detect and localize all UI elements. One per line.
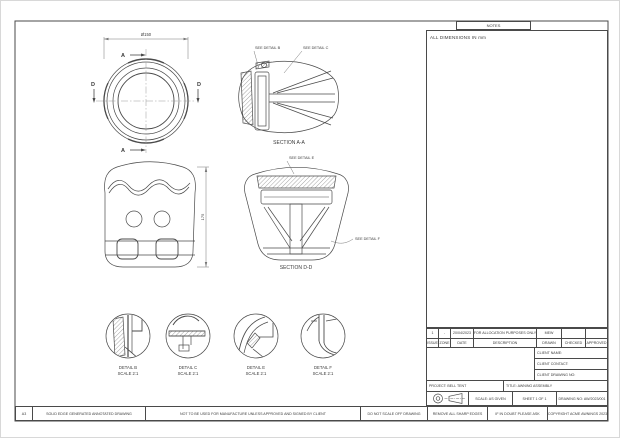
footer-cell: COPYRIGHT ACME AWNINGS 2023 (548, 411, 607, 416)
section-a-letter-bottom: A (121, 148, 125, 154)
client-row (427, 348, 607, 381)
revision-description: FOR ALLOCATION PURPOSES ONLY (474, 329, 537, 338)
see-detail-c-label: SEE DETAIL C (303, 46, 329, 50)
notes-header (456, 21, 531, 30)
client-name-cell: CLIENT NAME: (535, 348, 607, 359)
see-detail-e-label: SEE DETAIL E (289, 156, 315, 160)
detail-e-scale: SCALE 2:1 (245, 371, 267, 376)
title-block (426, 328, 608, 406)
see-detail-b-label: SEE DETAIL B (255, 46, 281, 50)
header-date: DATE (451, 339, 474, 348)
third-angle-projection-icon (429, 392, 467, 405)
detail-c-scale: SCALE 2:1 (177, 371, 199, 376)
notes-text: ALL DIMENSIONS IN mm (430, 35, 487, 40)
detail-b-view (106, 314, 150, 376)
revision-checked (562, 329, 586, 338)
revision-row (427, 329, 607, 339)
revision-zone: - (439, 329, 451, 338)
footer-strip (15, 406, 608, 421)
see-detail-f-label: SEE DETAIL F (355, 237, 380, 241)
client-contact-cell: CLIENT CONTACT: (535, 359, 607, 370)
revision-header-row (427, 339, 607, 349)
top-view (91, 32, 201, 154)
revision-issue: 1 (427, 329, 439, 338)
detail-f-scale: SCALE 2:1 (312, 371, 334, 376)
scale-cell: SCALE: AS GIVEN (469, 392, 513, 405)
project-cell: PROJECT: BELL TENT (427, 381, 504, 391)
header-drawn: DRAWN (537, 339, 562, 348)
scale-sheet-row (427, 392, 607, 405)
diameter-dim-text: Ø150 (140, 32, 152, 37)
height-dim-text: 175 (200, 213, 205, 221)
section-dd-caption: SECTION D-D (279, 265, 313, 271)
section-aa-caption: SECTION A-A (273, 140, 305, 146)
section-d-letter-right: D (197, 82, 201, 88)
section-d-letter-left: D (91, 82, 95, 88)
client-info-column (535, 348, 607, 380)
detail-b-scale: SCALE 2:1 (117, 371, 139, 376)
sheet-size-cell: A3 (16, 407, 33, 420)
detail-e-name: DETAIL E (246, 365, 266, 370)
header-zone: ZONE (439, 339, 451, 348)
detail-f-name: DETAIL F (314, 365, 332, 370)
header-checked: CHECKED (562, 339, 586, 348)
sheet-cell: SHEET 1 OF 1 (513, 392, 557, 405)
header-description: DESCRIPTION (474, 339, 537, 348)
notes-header-label: NOTES (486, 23, 501, 28)
footer-cell: REMOVE ALL SHARP EDGES (428, 407, 488, 420)
projection-symbol-cell (427, 392, 469, 405)
section-aa-view (239, 46, 339, 146)
revision-spare-area (427, 348, 535, 380)
notes-box (426, 30, 608, 328)
section-dd-view (244, 156, 380, 271)
title-cell: TITLE: AWNING ASSEMBLY (506, 384, 553, 389)
client-drawing-no-cell: CLIENT DRAWING NO: (537, 373, 576, 378)
footer-cell: DO NOT SCALE OFF DRAWING (361, 407, 428, 420)
footer-cell: SOLID EDGE GENERATED ANNOTATED DRAWING (33, 407, 146, 420)
drawing-no-cell: DRAWING NO: AW/2023/001 (558, 396, 606, 401)
footer-cell: NOT TO BE USED FOR MANUFACTURE UNLESS APPROVED AND SIGNED BY CLIENT (146, 407, 361, 420)
revision-date: 20/04/2023 (451, 329, 474, 338)
header-issue: ISSUE (427, 339, 439, 348)
header-approved: APPROVED (586, 340, 607, 345)
detail-b-name: DETAIL B (118, 365, 138, 370)
revision-approved (586, 329, 607, 338)
detail-e-view (234, 314, 278, 376)
front-view (105, 162, 209, 267)
detail-c-view (166, 314, 210, 376)
revision-drawn: MEW (537, 329, 562, 338)
section-a-letter-top: A (121, 53, 125, 59)
project-title-row (427, 381, 607, 392)
detail-f-view (301, 314, 345, 376)
detail-c-name: DETAIL C (178, 365, 198, 370)
footer-cell: IF IN DOUBT PLEASE ASK (488, 407, 548, 420)
